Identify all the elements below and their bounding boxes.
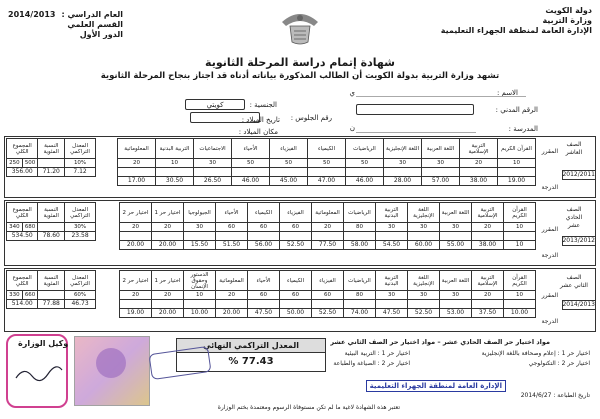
year2-max-8: 60 [248,223,280,232]
year3-total-max2: 660 [22,291,38,300]
year-label: العام الدراسي : [61,10,124,19]
year1-grade-9: 30.50 [156,177,194,186]
year3-grade-12: 19.00 [120,309,152,318]
year1-spacer-1 [460,168,498,177]
year1-total-max2: 500 [22,159,38,168]
year3-subject-4: التربية البدنية [376,271,408,291]
year2-grade-9: 51.50 [216,241,248,250]
year3-spacer-1 [472,300,504,309]
total-header: المجموع الكلي [7,139,38,159]
year2-year: 2013/2012 [562,237,595,244]
year1-grade-6: 45.00 [270,177,308,186]
year1-spacer-7 [232,168,270,177]
year3-spacer-7 [280,300,312,309]
year2-max-4: 30 [376,223,408,232]
year3-max-8: 60 [248,291,280,300]
year2-subject-9: الأحياء [216,203,248,223]
year2-grade-3: 60.00 [408,241,440,250]
year3-max-11: 20 [152,291,184,300]
year1-subject-7: الأحياء [232,139,270,159]
year3-summary [6,270,96,309]
year1-subject-6: الفيزياء [270,139,308,159]
year2-subject-4: التربية البدنية [376,203,408,223]
year1-percent: 71.20 [38,168,65,177]
year1-total-max: 250 [7,159,23,168]
year2-max-9: 60 [216,223,248,232]
year2-cum-weight: 30% [65,223,96,232]
year3-max-4: 30 [376,291,408,300]
section: القسم العلمي [67,20,124,29]
year2-max-1: 20 [472,223,504,232]
year1-spacer-6 [270,168,308,177]
year2-subject-3: اللغة الإنجليزية [408,203,440,223]
year1-max-label: المقرر [541,148,558,155]
year1-spacer-4 [346,168,384,177]
year2-grade-10: 15.50 [184,241,216,250]
year3-subject-9: المعلوماتية [216,271,248,291]
year3-cum-weight: 60% [65,291,96,300]
year3-class: الصف الثاني عشر [560,274,588,289]
year3-spacer-11 [152,300,184,309]
year1-cumulative: 7.12 [65,168,96,177]
year3-grade-5: 74.00 [344,309,376,318]
year1-grade-7: 46.00 [232,177,270,186]
year1-spacer-3 [384,168,422,177]
year3-spacer-0 [504,300,536,309]
year2-subject-10: الجيولوجيا [184,203,216,223]
year3-spacer-9 [216,300,248,309]
year2-max-12: 20 [120,223,152,232]
year2-spacer-1 [472,232,504,241]
year3-max-9: 20 [216,291,248,300]
year3-spacer-6 [312,300,344,309]
year2-subject-7: الفيزياء [280,203,312,223]
civil-id-label: الرقم المدني : [495,106,538,114]
year3-grade-8: 47.50 [248,309,280,318]
elective-right-1: اختيار حر 1 : إعلام وصحافة باللغة الإنجليزية [481,350,590,357]
year3-spacer-12 [120,300,152,309]
year2-subject-6: المعلوماتية [312,203,344,223]
year3-total: 514.00 [7,300,38,309]
dob-label: تاريخ الميلاد : [241,116,280,124]
year3-spacer-5 [344,300,376,309]
year1-grade-1: 38.00 [460,177,498,186]
year2-subject-0: القرآن الكريم [504,203,536,223]
year1-grade-4: 46.00 [346,177,384,186]
year3-max-1: 20 [472,291,504,300]
year3-grade-4: 47.50 [376,309,408,318]
year1-grade-label: الدرجة [541,184,558,191]
year1-grade-0: 19.00 [498,177,536,186]
year2-spacer-3 [408,232,440,241]
header-right [441,6,592,36]
office-stamp: الإدارة العامة لمنطقة الجهراء التعليمية [366,380,506,392]
year3-max-10: 10 [184,291,216,300]
year1-max-7: 50 [232,159,270,168]
year1-cum-weight: 10% [65,159,96,168]
certificate-subtitle: تشهد وزارة التربية بدولة الكويت أن الطالب المذكورة بياناته أدناه قد اجتاز بنجاح المرحلة الثانوية [100,71,500,81]
year1-total: 356.00 [7,168,38,177]
percent-header: النسبة المئوية [38,271,65,291]
year2-class: الصف الحادي عشر [565,206,583,229]
year2-subject-8: الكيمياء [248,203,280,223]
year1-max-10: 20 [118,159,156,168]
country: دولة الكويت [545,6,592,15]
civil-id-box [356,104,474,115]
certificate-title: شهادة إتمام دراسة المرحلة الثانوية [205,56,395,69]
seat-label: رقم الجلوس : [290,114,332,122]
year1-subject-2: اللغة العربية [422,139,460,159]
year1-max-0: 10 [498,159,536,168]
year2-table [119,202,536,250]
total-header: المجموع الكلي [7,203,38,223]
year3-spacer-8 [248,300,280,309]
year2-spacer-12 [120,232,152,241]
year1-max-3: 30 [384,159,422,168]
year3-max-0: 10 [504,291,536,300]
name-label: الاسم : [496,89,518,97]
year1-subject-0: القرآن الكريم [498,139,536,159]
year2-grade-4: 54.50 [376,241,408,250]
year2-spacer-7 [280,232,312,241]
elective-left-1: اختيار حر 1 : التربية البيئية [344,350,410,357]
ministry: وزارة التربية [542,16,592,25]
year2-max-10: 30 [184,223,216,232]
footer-note: تعتبر هذه الشهادة لاغية ما لم تكن مستوفاة الرسوم ومعتمدة بختم الوزارة [217,404,400,411]
year2-total: 534.50 [7,232,38,241]
year2-max-0: 10 [504,223,536,232]
year1-grade-8: 26.50 [194,177,232,186]
year2-grade-0: 10 [504,241,536,250]
year3-subject-12: اختيار حر 2 [120,271,152,291]
print-date: تاريخ الطباعة : 2014/6/27 [520,392,590,399]
year2-subject-12: اختيار حر 2 [120,203,152,223]
year3-max-6: 60 [312,291,344,300]
year2-grade-8: 56.00 [248,241,280,250]
year3-grade-2: 53.00 [440,309,472,318]
year3-percent: 77.88 [38,300,65,309]
year3-max-5: 80 [344,291,376,300]
year2-subject-5: الرياضيات [344,203,376,223]
kuwait-emblem-icon [276,4,324,48]
year2-summary [6,202,96,241]
school-label: المدرسة : [508,125,538,133]
cumulative-header: المعدل التراكمي [65,271,96,291]
year3-max-12: 20 [120,291,152,300]
year1-spacer-5 [308,168,346,177]
signature-label: وكيل الوزارة [18,339,69,348]
year3-subject-0: القرآن الكريم [504,271,536,291]
year3-total-max: 330 [7,291,23,300]
year2-spacer-11 [152,232,184,241]
year1-grade-3: 28.00 [384,177,422,186]
year2-max-5: 80 [344,223,376,232]
year2-max-11: 20 [152,223,184,232]
year2-grade-2: 55.00 [440,241,472,250]
year3-grade-10: 10.00 [184,309,216,318]
year2-grade-6: 77.50 [312,241,344,250]
year1-spacer-9 [156,168,194,177]
year1-max-2: 30 [422,159,460,168]
year1-spacer-10 [118,168,156,177]
year3-spacer-10 [184,300,216,309]
year3-grade-label: الدرجة [541,318,558,325]
year3-max-7: 60 [280,291,312,300]
year1-spacer-0 [498,168,536,177]
year3-grade-11: 20.00 [152,309,184,318]
round: الدور الأول [79,30,124,39]
year2-spacer-5 [344,232,376,241]
year1-year: 2012/2011 [562,171,595,178]
year3-grade-9: 20.00 [216,309,248,318]
year2-max-label: المقرر [541,226,558,233]
year2-spacer-2 [440,232,472,241]
year3-spacer-3 [408,300,440,309]
year3-spacer-2 [440,300,472,309]
year2-grade-label: الدرجة [541,252,558,259]
header-left [8,10,123,40]
year2-max-7: 60 [280,223,312,232]
nationality-value: كويتي [185,99,245,110]
year1-subject-1: التربية الإسلامية [460,139,498,159]
school-value: ن [349,124,355,132]
cumulative-header: المعدل التراكمي [65,139,96,159]
year3-max-3: 30 [408,291,440,300]
signature-icon [14,364,64,384]
year2-grade-7: 52.50 [280,241,312,250]
percent-header: النسبة المئوية [38,139,65,159]
year3-grade-3: 52.50 [408,309,440,318]
year2-total-max: 340 [7,223,23,232]
year1-summary [6,138,96,177]
year1-max-1: 20 [460,159,498,168]
year3-subject-1: التربية الإسلامية [472,271,504,291]
year2-cumulative: 23.58 [65,232,96,241]
year2-subject-2: اللغة العربية [440,203,472,223]
pob-label: مكان الميلاد : [238,128,278,136]
year1-class: الصف العاشر [565,141,583,156]
year1-max-8: 30 [194,159,232,168]
year1-grade-5: 47.00 [308,177,346,186]
year3-subject-7: الكيمياء [280,271,312,291]
year2-grade-5: 58.00 [344,241,376,250]
year2-grade-12: 20.00 [120,241,152,250]
year1-subject-9: التربية البدنية [156,139,194,159]
year1-max-5: 50 [308,159,346,168]
year1-subject-10: المعلوماتية [118,139,156,159]
year3-max-2: 30 [440,291,472,300]
year2-total-max2: 680 [22,223,38,232]
year1-max-6: 50 [270,159,308,168]
final-gpa-label: المعدل التراكمي النهائي [177,339,325,353]
year3-spacer-4 [376,300,408,309]
year3-subject-10: الدستور وحقوق الإنسان [184,271,216,291]
directorate: الإدارة العامة لمنطقة الجهراء التعليمية [440,26,592,35]
year2-subject-1: التربية الإسلامية [472,203,504,223]
elective-left-2: اختيار حر 2 : الصياغة والطباعة [333,360,410,367]
year3-grade-7: 50.00 [280,309,312,318]
year1-spacer-2 [422,168,460,177]
year1-grade-2: 57.00 [422,177,460,186]
year2-spacer-4 [376,232,408,241]
year2-grade-1: 38.00 [472,241,504,250]
total-header: المجموع الكلي [7,271,38,291]
ink-stamp-icon [148,346,211,380]
year2-max-2: 30 [440,223,472,232]
year1-max-4: 50 [346,159,384,168]
year1-subject-8: الاجتماعيات [194,139,232,159]
final-gpa-value: % 77.43 [228,356,274,367]
year3-year: 2014/2013 [562,301,595,308]
year2-spacer-9 [216,232,248,241]
year3-subject-6: الفيزياء [312,271,344,291]
year2-spacer-6 [312,232,344,241]
year3-subject-3: اللغة الإنجليزية [408,271,440,291]
year-value: 2014/2013 [8,10,56,19]
year1-max-9: 10 [156,159,194,168]
nationality-label: الجنسية : [249,101,277,109]
year2-spacer-8 [248,232,280,241]
stamp-seal-icon [96,348,126,378]
year1-grade-10: 17.00 [118,177,156,186]
year1-table [117,138,536,186]
year2-spacer-0 [504,232,536,241]
year3-max-label: المقرر [541,292,558,299]
year3-subject-5: الرياضيات [344,271,376,291]
year1-subject-4: الرياضيات [346,139,384,159]
year2-max-3: 30 [408,223,440,232]
year3-grade-6: 52.50 [312,309,344,318]
year1-subject-5: الكيمياء [308,139,346,159]
year3-cumulative: 46.73 [65,300,96,309]
year3-grade-1: 37.50 [472,309,504,318]
year3-grade-0: 10.00 [504,309,536,318]
name-value: ي [349,89,355,97]
year3-subject-11: اختيار حر 1 [152,271,184,291]
year3-subject-2: اللغة العربية [440,271,472,291]
percent-header: النسبة المئوية [38,203,65,223]
year2-percent: 78.60 [38,232,65,241]
year1-spacer-8 [194,168,232,177]
elective-right-2: اختيار حر 2 : التكنولوجي [528,360,590,367]
year3-table [119,270,536,318]
year1-subject-3: اللغة الإنجليزية [384,139,422,159]
cumulative-header: المعدل التراكمي [65,203,96,223]
year2-grade-11: 20.00 [152,241,184,250]
year2-subject-11: اختيار حر 1 [152,203,184,223]
year2-spacer-10 [184,232,216,241]
year2-max-6: 20 [312,223,344,232]
year3-subject-8: الأحياء [248,271,280,291]
electives-title: مواد اختيار حر الصف الحادي عشر – مواد اختيار حر الصف الثاني عشر [330,338,550,346]
